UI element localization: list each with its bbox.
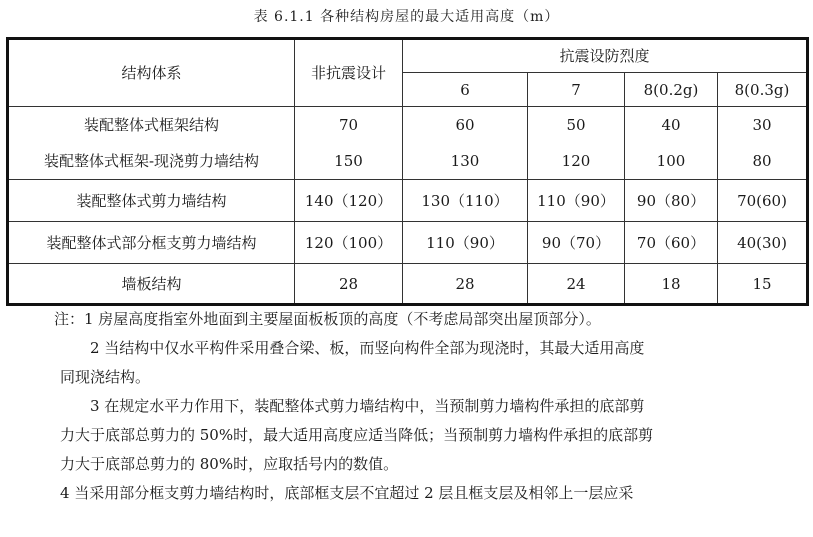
note-1: 注：1 房屋高度指室外地面到主要屋面板板顶的高度（不考虑局部突出屋顶部分）。 [54,310,601,328]
cell-line: 100 [656,152,686,170]
cell-value: 90（80） [625,180,718,222]
cell-value: 28 [403,264,528,305]
note-3-continued: 力大于底部总剪力的 50%时，最大适用高度应适当降低；当预制剪力墙构件承担的底部剪 [60,426,654,444]
cell-line: 60 [455,116,475,134]
cell-value: 120（100） [295,222,403,264]
table-row [8,180,808,222]
note-3: 3 在规定水平力作用下，装配整体式剪力墙结构中，当预制剪力墙构件承担的底部剪 [90,397,645,415]
cell-value: 110（90） [528,180,625,222]
header-structure-system: 结构体系 [8,39,295,107]
row-name [8,107,295,180]
note-4: 4 当采用部分框支剪力墙结构时，底部框支层不宜超过 2 层且框支层及相邻上一层应采 [60,484,634,502]
cell-line: 50 [566,116,586,134]
cell-line: 80 [752,152,772,170]
header-seismic-intensity: 抗震设防烈度 [403,39,808,73]
note-3-continued-2: 力大于底部总剪力的 80%时，应取括号内的数值。 [60,455,399,473]
cell-value: 110（90） [403,222,528,264]
cell-line: 40 [661,116,681,134]
cell-value: 70(60) [718,180,808,222]
cell-value: 140（120） [295,180,403,222]
header-intensity-6: 6 [403,73,528,107]
table-notes [30,305,800,508]
table-row [8,264,808,305]
cell-line: 30 [752,116,772,134]
note-2-continued: 同现浇结构。 [60,368,151,386]
header-intensity-7: 7 [528,73,625,107]
row-name-line: 装配整体式框架结构 [83,116,219,134]
row-name-line: 装配整体式框架-现浇剪力墙结构 [43,152,260,170]
cell-value: 130（110） [403,180,528,222]
table-caption: 表 6.1.1 各种结构房屋的最大适用高度（m） [253,9,560,25]
row-name: 墙板结构 [8,264,295,305]
table-row [8,222,808,264]
cell-value: 24 [528,264,625,305]
table-row [8,107,808,180]
max-height-table [6,37,809,306]
cell-value: 28 [295,264,403,305]
cell-value: 15 [718,264,808,305]
cell-value: 40(30) [718,222,808,264]
note-2: 2 当结构中仅水平构件采用叠合梁、板，而竖向构件全部为现浇时，其最大适用高度 [90,339,645,357]
header-intensity-8-02g: 8(0.2g) [625,73,718,107]
cell-line: 130 [450,152,480,170]
cell-value: 70（60） [625,222,718,264]
row-name: 装配整体式部分框支剪力墙结构 [8,222,295,264]
cell-line: 150 [334,152,363,170]
cell-value: 18 [625,264,718,305]
header-intensity-8-03g: 8(0.3g) [718,73,808,107]
cell-value [295,107,403,180]
cell-line: 70 [338,116,359,134]
cell-value [625,107,718,180]
cell-value [403,107,528,180]
header-non-seismic: 非抗震设计 [295,39,403,107]
cell-line: 120 [561,152,591,170]
cell-value: 90（70） [528,222,625,264]
cell-value [528,107,625,180]
cell-value [718,107,808,180]
row-name: 装配整体式剪力墙结构 [8,180,295,222]
